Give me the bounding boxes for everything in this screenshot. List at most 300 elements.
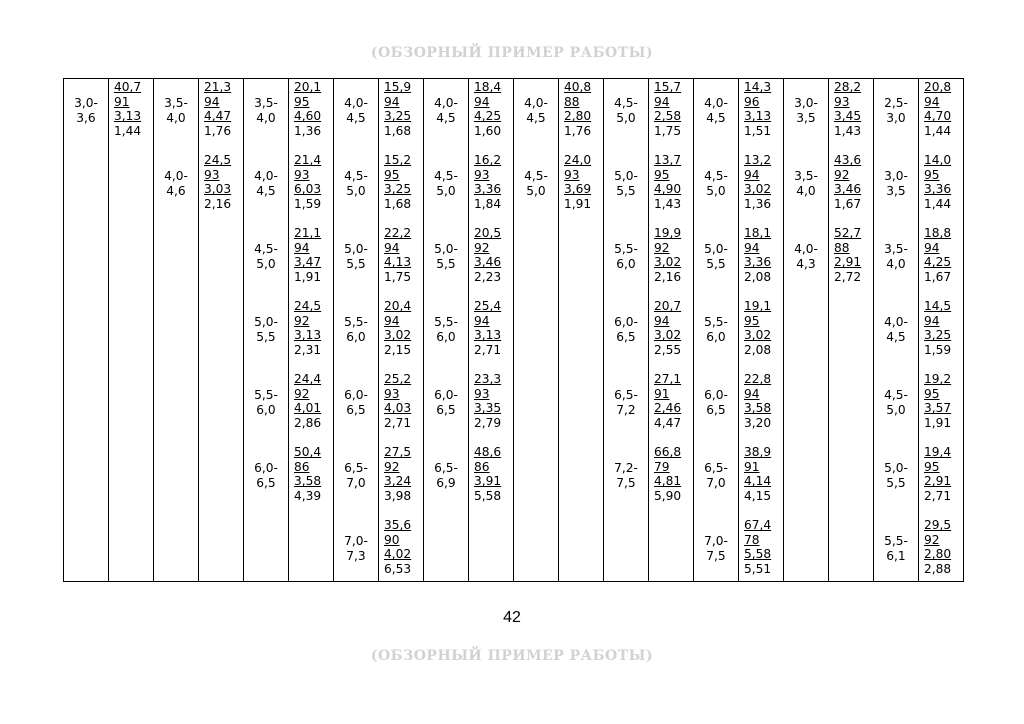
range-text: 5,5- [884,534,908,548]
values-cell [919,79,964,582]
underlined-value: 95 [924,386,940,401]
underlined-value: 6,03 [294,182,322,197]
value: 5,90 [654,488,682,503]
value: 2,71 [384,415,412,430]
underlined-value: 19,4 [924,445,952,459]
underlined-value: 14,3 [744,80,772,94]
underlined-value: 3,13 [474,328,502,343]
underlined-value: 93 [564,167,580,182]
range-text: 5,5- [344,315,368,329]
size-range [334,242,378,271]
underlined-value: 19,2 [924,372,952,386]
underlined-value: 86 [294,459,310,474]
underlined-value: 13,2 [744,153,772,167]
range-text: 4,6 [166,183,186,198]
value-group [739,445,783,503]
value-group [649,153,693,211]
underlined-value: 93 [204,167,220,182]
underlined-value: 94 [384,94,400,109]
underlined-value: 3,58 [744,401,772,416]
underlined-value: 88 [834,240,850,255]
size-range [64,96,108,125]
underlined-value: 4,47 [204,109,232,124]
underlined-value: 21,3 [204,80,232,94]
underlined-value: 3,13 [114,109,142,124]
value-group [289,153,333,211]
range-text: 5,5 [256,329,276,344]
value: 1,60 [474,123,502,138]
range-text: 5,0 [256,256,276,271]
range-text: 6,5 [706,402,726,417]
underlined-value: 3,69 [564,182,592,197]
range-text: 6,5- [344,461,368,475]
value-group [919,299,963,357]
value: 2,79 [474,415,502,430]
range-text: 4,5 [706,110,726,125]
size-range [874,388,918,417]
range-text: 7,2 [616,402,636,417]
value-group [379,445,423,503]
range-text: 4,5- [884,388,908,402]
underlined-value: 95 [924,459,940,474]
underlined-value: 67,4 [744,518,772,532]
underlined-value: 14,0 [924,153,952,167]
underlined-value: 3,35 [474,401,502,416]
size-range [694,461,738,490]
size-range [334,169,378,198]
underlined-value: 95 [384,167,400,182]
underlined-value: 94 [294,240,310,255]
value: 1,67 [834,196,862,211]
size-range [604,461,648,490]
range-text: 5,0- [434,242,458,256]
value-group [379,372,423,430]
value: 1,59 [294,196,322,211]
size-range [694,388,738,417]
underlined-value: 24,0 [564,153,592,167]
header-watermark: (ОБЗОРНЫЙ ПРИМЕР РАБОТЫ) [370,45,654,61]
underlined-value: 24,5 [294,299,322,313]
value: 2,72 [834,269,862,284]
range-text: 5,0 [526,183,546,198]
value-group [919,518,963,576]
size-range [874,169,918,198]
value: 1,67 [924,269,952,284]
underlined-value: 2,91 [834,255,862,270]
value: 1,75 [384,269,412,284]
underlined-value: 3,02 [654,255,682,270]
underlined-value: 94 [744,240,760,255]
underlined-value: 4,01 [294,401,322,416]
underlined-value: 15,7 [654,80,682,94]
underlined-value: 4,70 [924,109,952,124]
underlined-value: 92 [924,532,940,547]
underlined-value: 19,9 [654,226,682,240]
value: 2,16 [204,196,232,211]
size-range [694,242,738,271]
underlined-value: 94 [204,94,220,109]
range-text: 5,5 [886,475,906,490]
value: 1,43 [834,123,862,138]
underlined-value: 19,1 [744,299,772,313]
size-range [694,534,738,563]
underlined-value: 50,4 [294,445,322,459]
underlined-value: 92 [474,240,490,255]
range-text: 3,5 [796,110,816,125]
underlined-value: 66,8 [654,445,682,459]
range-text: 6,5 [616,329,636,344]
value: 2,31 [294,342,322,357]
range-text: 4,5- [614,96,638,110]
size-range [694,315,738,344]
underlined-value: 94 [384,240,400,255]
underlined-value: 3,25 [384,109,412,124]
size-range [874,96,918,125]
values-cell [559,79,604,582]
size-range [244,315,288,344]
underlined-value: 86 [474,459,490,474]
range-text: 5,5 [346,256,366,271]
range-text: 5,0 [346,183,366,198]
value: 1,44 [924,196,952,211]
range-cell [874,79,919,582]
value: 4,15 [744,488,772,503]
range-text: 6,0 [256,402,276,417]
value: 3,20 [744,415,772,430]
value-group [739,226,783,284]
underlined-value: 4,81 [654,474,682,489]
underlined-value: 27,5 [384,445,412,459]
range-text: 4,5 [526,110,546,125]
size-range [604,388,648,417]
value-group [289,226,333,284]
value: 4,47 [654,415,682,430]
underlined-value: 3,36 [744,255,772,270]
range-text: 4,5 [256,183,276,198]
range-text: 5,0 [616,110,636,125]
underlined-value: 94 [744,167,760,182]
page-number: 42 [503,609,521,626]
underlined-value: 90 [384,532,400,547]
size-range [424,315,468,344]
size-range [334,388,378,417]
range-text: 7,5 [706,548,726,563]
range-text: 4,0- [434,96,458,110]
value-group [379,153,423,211]
range-text: 7,3 [346,548,366,563]
value-group [559,153,603,211]
value-group [289,445,333,503]
range-text: 4,0- [884,315,908,329]
underlined-value: 3,46 [834,182,862,197]
range-cell [244,79,289,582]
range-text: 5,5 [616,183,636,198]
value-group [289,299,333,357]
range-text: 6,0- [254,461,278,475]
underlined-value: 4,02 [384,547,412,562]
size-range [244,242,288,271]
underlined-value: 20,8 [924,80,952,94]
value-group [829,80,873,138]
underlined-value: 94 [924,240,940,255]
range-cell [694,79,739,582]
underlined-value: 96 [744,94,760,109]
size-range [154,169,198,198]
underlined-value: 2,91 [924,474,952,489]
underlined-value: 4,60 [294,109,322,124]
range-text: 6,1 [886,548,906,563]
underlined-value: 91 [654,386,670,401]
underlined-value: 93 [384,386,400,401]
range-text: 4,0 [796,183,816,198]
size-range [334,96,378,125]
underlined-value: 94 [474,313,490,328]
range-text: 6,0 [706,329,726,344]
value-group [649,80,693,138]
underlined-value: 95 [924,167,940,182]
size-range [784,242,828,271]
range-text: 4,5 [886,329,906,344]
underlined-value: 4,03 [384,401,412,416]
values-cell [109,79,154,582]
value: 1,84 [474,196,502,211]
value-group [739,372,783,430]
value-group [109,80,153,138]
underlined-value: 4,14 [744,474,772,489]
underlined-value: 3,47 [294,255,322,270]
range-text: 4,5- [704,169,728,183]
values-cell [289,79,334,582]
range-text: 3,0 [886,110,906,125]
underlined-value: 92 [834,167,850,182]
underlined-value: 4,90 [654,182,682,197]
underlined-value: 3,24 [384,474,412,489]
range-text: 5,5- [704,315,728,329]
underlined-value: 3,36 [924,182,952,197]
value-group [379,299,423,357]
range-text: 7,0 [706,475,726,490]
size-range [244,169,288,198]
range-text: 4,5- [524,169,548,183]
value-group [559,80,603,138]
size-range [604,169,648,198]
underlined-value: 3,02 [384,328,412,343]
size-range [334,534,378,563]
size-range [424,388,468,417]
range-text: 5,5 [706,256,726,271]
underlined-value: 22,2 [384,226,412,240]
underlined-value: 3,57 [924,401,952,416]
range-text: 5,0- [884,461,908,475]
range-text: 6,0- [344,388,368,402]
underlined-value: 15,2 [384,153,412,167]
value: 1,68 [384,196,412,211]
value: 5,51 [744,561,772,576]
value-group [829,226,873,284]
range-text: 7,0- [704,534,728,548]
underlined-value: 94 [924,313,940,328]
underlined-value: 21,1 [294,226,322,240]
size-range [604,315,648,344]
range-text: 4,5 [436,110,456,125]
underlined-value: 95 [654,167,670,182]
range-text: 6,9 [436,475,456,490]
range-text: 4,0- [794,242,818,256]
range-text: 7,2- [614,461,638,475]
value: 2,86 [294,415,322,430]
underlined-value: 18,8 [924,226,952,240]
underlined-value: 23,3 [474,372,502,386]
range-cell [514,79,559,582]
range-text: 4,5- [254,242,278,256]
range-text: 3,5- [254,96,278,110]
underlined-value: 93 [474,167,490,182]
underlined-value: 40,7 [114,80,142,94]
size-range [514,96,558,125]
range-text: 5,0 [436,183,456,198]
size-range [334,315,378,344]
value-group [649,226,693,284]
range-text: 3,0- [884,169,908,183]
value-group [739,153,783,211]
value-group [919,226,963,284]
size-range [334,461,378,490]
underlined-value: 92 [294,313,310,328]
value: 1,68 [384,123,412,138]
value: 1,91 [564,196,592,211]
underlined-value: 18,1 [744,226,772,240]
range-text: 7,0- [344,534,368,548]
values-cell [649,79,694,582]
value: 6,53 [384,561,412,576]
underlined-value: 3,58 [294,474,322,489]
underlined-value: 91 [114,94,130,109]
underlined-value: 3,91 [474,474,502,489]
underlined-value: 94 [654,94,670,109]
size-range [874,534,918,563]
value: 1,36 [744,196,772,211]
range-text: 5,0- [614,169,638,183]
value: 1,36 [294,123,322,138]
range-cell [604,79,649,582]
range-text: 2,5- [884,96,908,110]
value-group [289,372,333,430]
range-text: 4,0- [704,96,728,110]
value-group [469,299,513,357]
size-range [694,169,738,198]
size-range [244,388,288,417]
value: 2,08 [744,342,772,357]
underlined-value: 2,46 [654,401,682,416]
underlined-value: 92 [654,240,670,255]
underlined-value: 3,25 [924,328,952,343]
value: 1,91 [294,269,322,284]
underlined-value: 4,25 [474,109,502,124]
value-group [829,153,873,211]
underlined-value: 5,58 [744,547,772,562]
range-text: 5,5 [436,256,456,271]
size-range [784,96,828,125]
range-text: 5,5- [614,242,638,256]
value: 5,58 [474,488,502,503]
range-cell [424,79,469,582]
value: 2,23 [474,269,502,284]
underlined-value: 25,2 [384,372,412,386]
value: 4,39 [294,488,322,503]
size-range [514,169,558,198]
range-text: 4,0 [256,110,276,125]
underlined-value: 93 [294,167,310,182]
underlined-value: 18,4 [474,80,502,94]
value: 2,15 [384,342,412,357]
range-text: 4,0- [164,169,188,183]
underlined-value: 4,25 [924,255,952,270]
value-group [649,372,693,430]
value-group [469,226,513,284]
value-group [469,80,513,138]
value-group [649,445,693,503]
value-group [379,518,423,576]
range-text: 3,0- [794,96,818,110]
table-row [64,79,964,582]
size-range [874,242,918,271]
values-cell [379,79,424,582]
underlined-value: 3,25 [384,182,412,197]
range-text: 6,0 [616,256,636,271]
size-range [154,96,198,125]
value-group [469,153,513,211]
underlined-value: 3,02 [744,182,772,197]
value: 1,76 [204,123,232,138]
value-group [379,80,423,138]
underlined-value: 78 [744,532,760,547]
range-text: 6,5- [434,461,458,475]
values-cell [829,79,874,582]
underlined-value: 3,46 [474,255,502,270]
range-text: 4,0- [254,169,278,183]
value: 3,98 [384,488,412,503]
range-text: 7,0 [346,475,366,490]
value-group [919,80,963,138]
values-cell [739,79,784,582]
underlined-value: 2,80 [564,109,592,124]
value-group [289,80,333,138]
value: 1,44 [924,123,952,138]
range-text: 5,0- [704,242,728,256]
size-range [784,169,828,198]
value: 1,59 [924,342,952,357]
value: 1,91 [924,415,952,430]
underlined-value: 43,6 [834,153,862,167]
range-text: 5,5- [254,388,278,402]
range-cell [64,79,109,582]
underlined-value: 94 [924,94,940,109]
range-text: 3,5- [884,242,908,256]
range-text: 6,0- [614,315,638,329]
size-range [244,461,288,490]
value: 1,44 [114,123,142,138]
value: 1,51 [744,123,772,138]
underlined-value: 2,80 [924,547,952,562]
range-text: 5,0- [254,315,278,329]
range-text: 4,0 [886,256,906,271]
value-group [919,153,963,211]
underlined-value: 93 [474,386,490,401]
range-text: 3,5- [164,96,188,110]
underlined-value: 3,13 [744,109,772,124]
value: 2,16 [654,269,682,284]
value-group [649,299,693,357]
